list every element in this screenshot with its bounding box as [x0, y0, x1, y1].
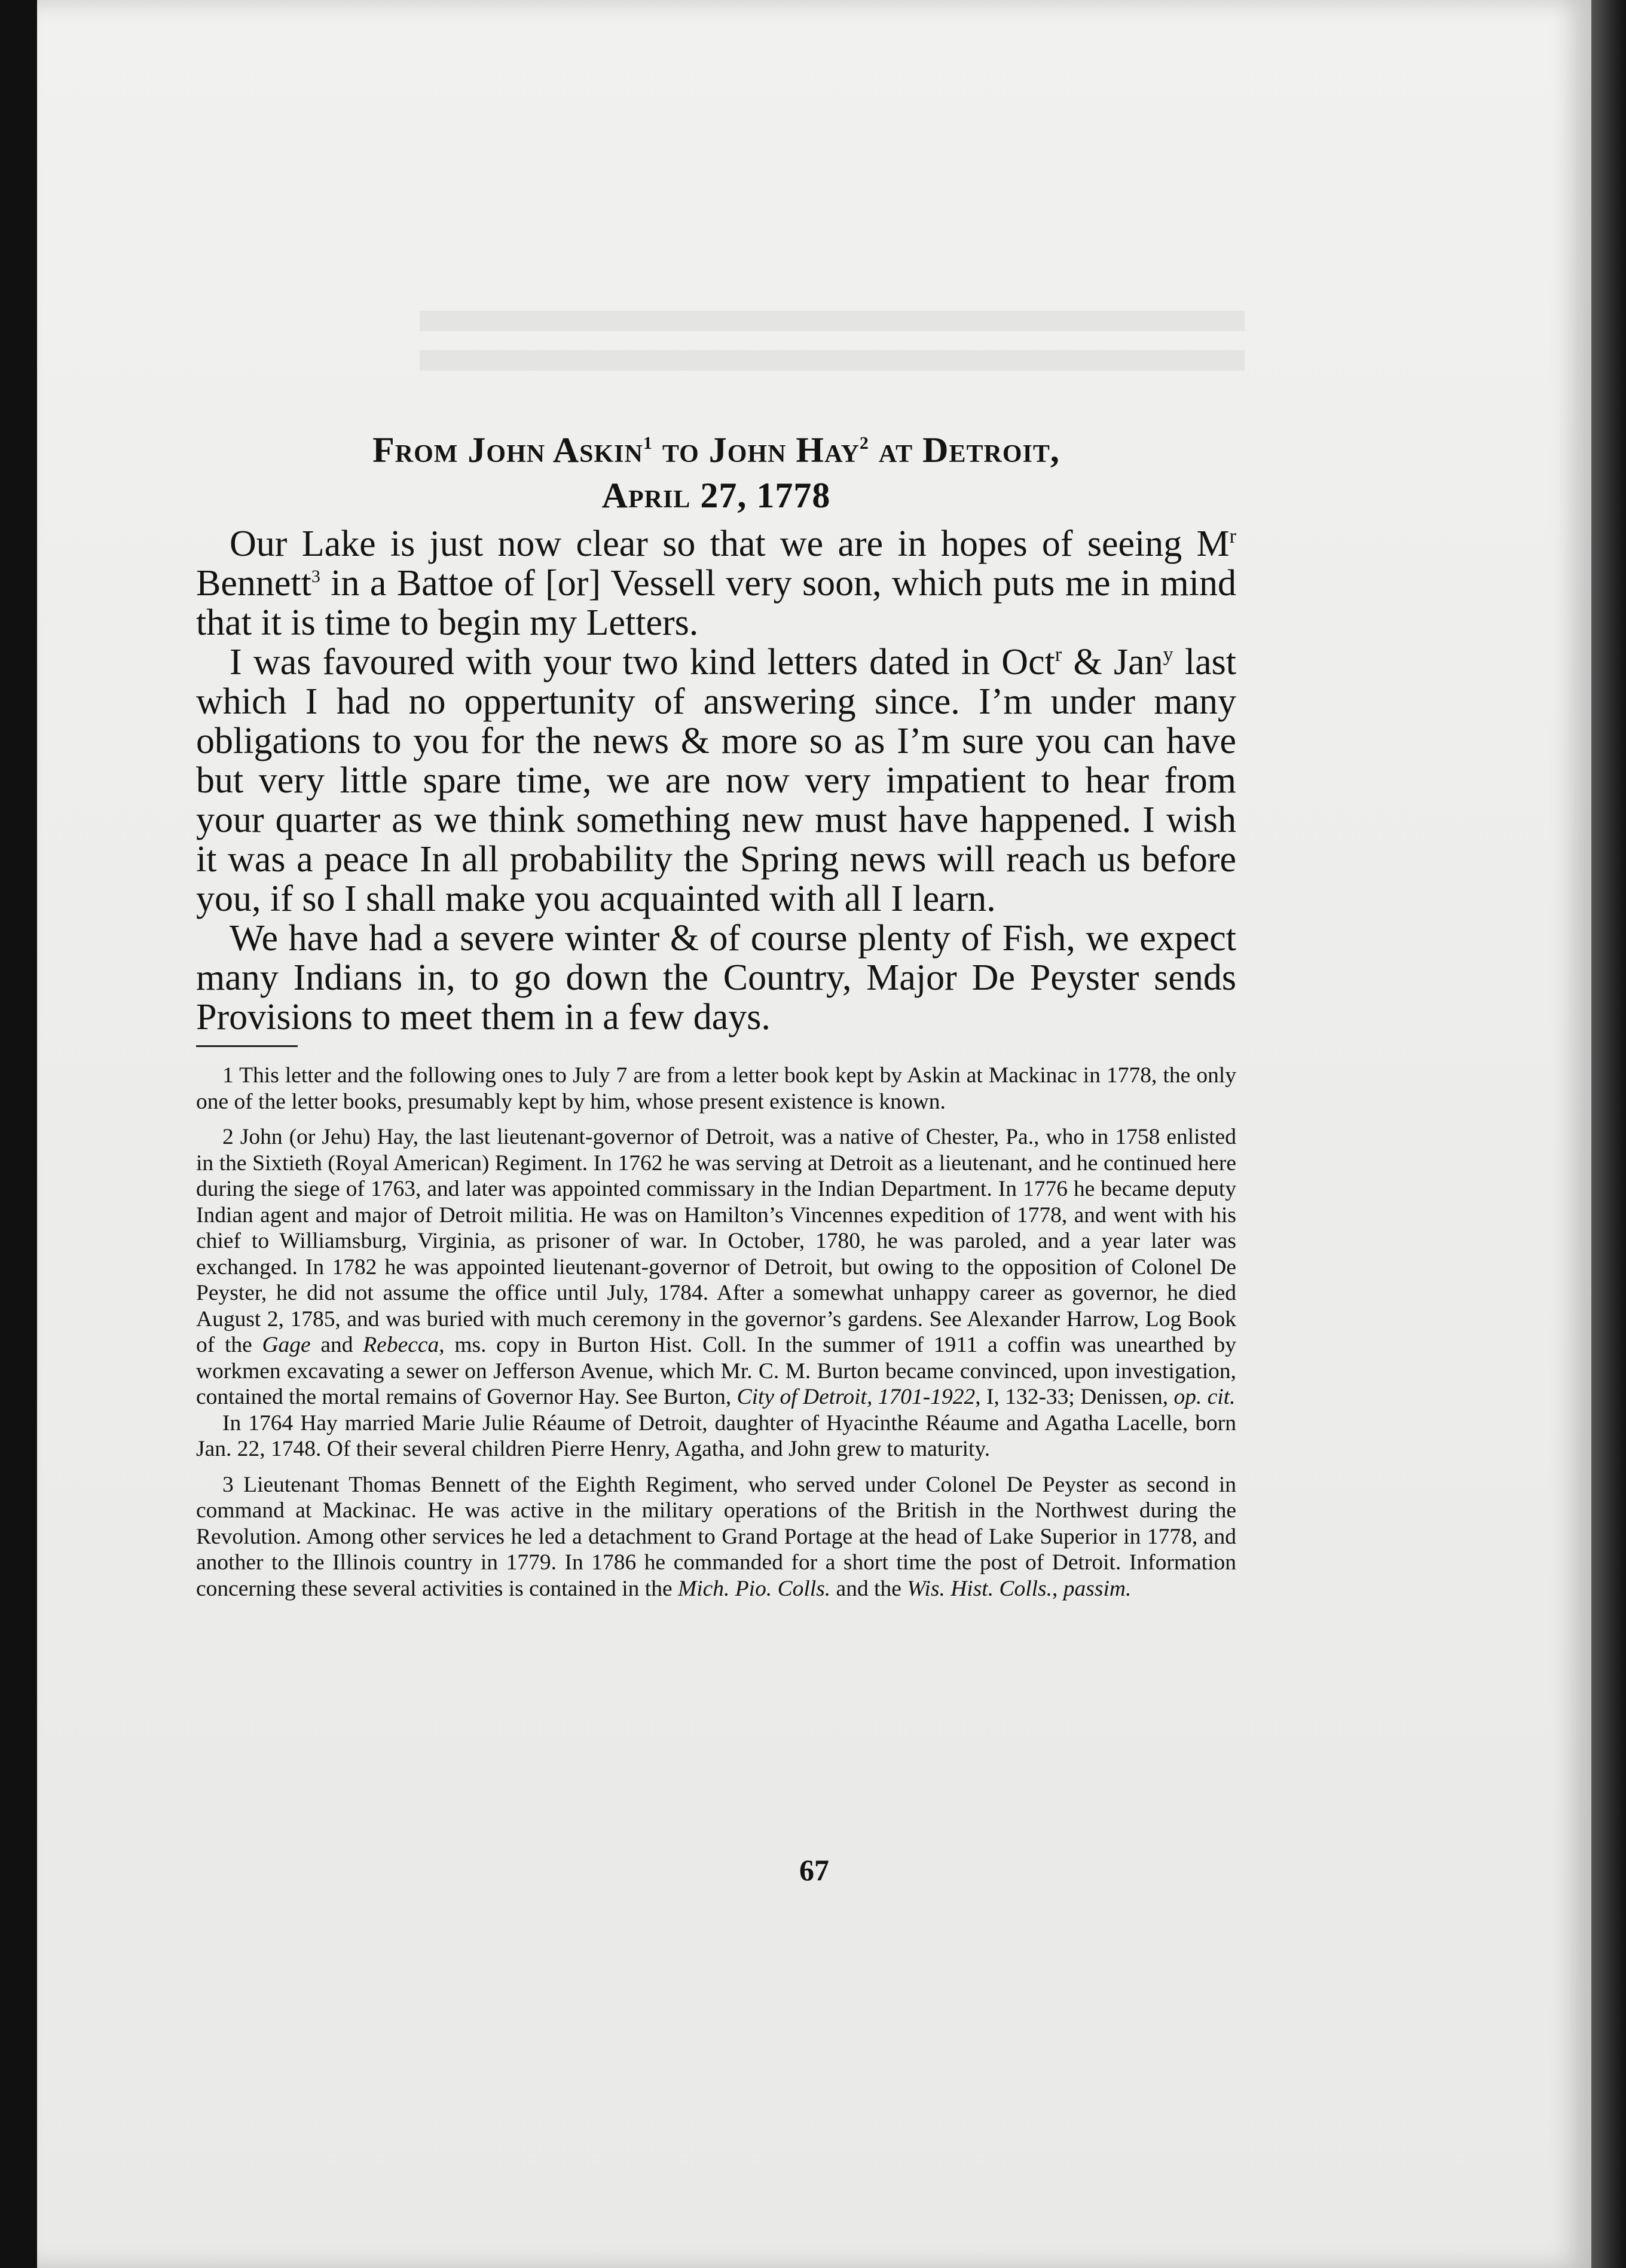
letter-paragraph-1: Our Lake is just now clear so that we are in hopes of seeing $M^r$ Bennett$^3$ in a Battoe of [or] Vessell very soon, which puts me in mind that it is time to begin my Letters. [196, 524, 1236, 643]
footnote-1: 1 This letter and the following ones to July 7 are from a letter book kept by Askin at Mackinac in 1778, the only one of the letter books, presumably kept by him, whose present existence is known. [196, 1063, 1236, 1114]
footnote-3: 3 Lieutenant Thomas Bennett of the Eighth Regiment, who served under Colonel De Peyster as second in command at Mackinac. He was active in the military operations of the British in the Northwest during the Revolution. Among other services he led a detachment to Grand Portage at the head of Lake Superior in 1778, and another to the Illinois country in 1779. In 1786 he commanded for a short time the post of Detroit. Information concerning these several activities is contained in the Mich. Pio. Colls. and the Wis. Hist. Colls., passim. [196, 1472, 1236, 1601]
bleed-through-lines [420, 311, 1245, 388]
heading-sender: John Askin [467, 430, 643, 470]
heading-at: at [878, 430, 913, 470]
heading-place: Detroit, [922, 430, 1060, 470]
footnote-ref-3: 3 [311, 567, 320, 586]
heading-to: to [662, 430, 699, 470]
page [37, 0, 1591, 2268]
footnote-ref-2: 2 [859, 433, 869, 453]
heading-from: From [372, 430, 459, 470]
heading-month: April [601, 476, 691, 515]
heading-date: 27, 1778 [700, 476, 831, 515]
footnote-2: 2 John (or Jehu) Hay, the last lieutenant-governor of Detroit, was a native of Chester, Pa., who in 1758 enlisted in the Sixtieth (Royal American) Regiment. In 1762 he was serving at Detroit as a lieutenant, and he continued here during the siege of 1763, and later was appointed commissary in the Indian Department. In 1776 he became deputy Indian agent and major of Detroit militia. He was on Hamilton’s Vincennes expedition of 1778, and went with his chief to Williamsburg, Virginia, as prisoner of war. In October, 1780, he was paroled, and a year later was exchanged. In 1782 he was appointed lieutenant-governor of Detroit, but owing to the opposition of Colonel De Peyster, he did not assume the office until July, 1784. After a somewhat unhappy career as governor, he died August 2, 1785, and was buried with much ceremony in the governor’s gardens. See Alexander Harrow, Log Book of the Gage and Rebecca, ms. copy in Burton Hist. Coll. In the summer of 1911 a coffin was unearthed by workmen excavating a sewer on Jefferson Avenue, which Mr. C. M. Burton became convinced, upon investigation, contained the mortal remains of Governor Hay. See Burton, City of Detroit, 1701-1922, I, 132-33; Denissen, op. cit. [196, 1125, 1236, 1409]
heading-recipient: John Hay [708, 430, 860, 470]
footnote-ref-1: 1 [643, 433, 653, 453]
letter-paragraph-2: I was favoured with your two kind letters dated in Oct$^r$ & Jan$^y$ last which I had no oppertunity of answering since. I’m under many obligations to you for the news & more so as I’m sure you can have but very little spare time, we are now very impatient to hear from your quarter as we think something new must have happened. I wish it was a peace In all probability the Spring news will reach us before you, if so I shall make you acquainted with all I learn. [196, 642, 1236, 919]
footnotes [196, 1063, 1236, 1602]
scan-edge-shadow [1591, 0, 1626, 2268]
page-number: 67 [799, 1853, 829, 1887]
footnote-2-continued: In 1764 Hay married Marie Julie Réaume of Detroit, daughter of Hyacinthe Réaume and Agatha Lacelle, born Jan. 22, 1748. Of their several children Pierre Henry, Agatha, and John grew to maturity. [196, 1410, 1236, 1461]
letter-paragraph-3: We have had a severe winter & of course plenty of Fish, we expect many Indians in, to go down the Country, Major De Peyster sends Provisions to meet them in a few days. [196, 918, 1236, 1037]
footnote-divider [196, 1045, 298, 1047]
page-content [196, 427, 1236, 1602]
letter-heading [196, 427, 1236, 518]
letter-body [196, 524, 1236, 1037]
